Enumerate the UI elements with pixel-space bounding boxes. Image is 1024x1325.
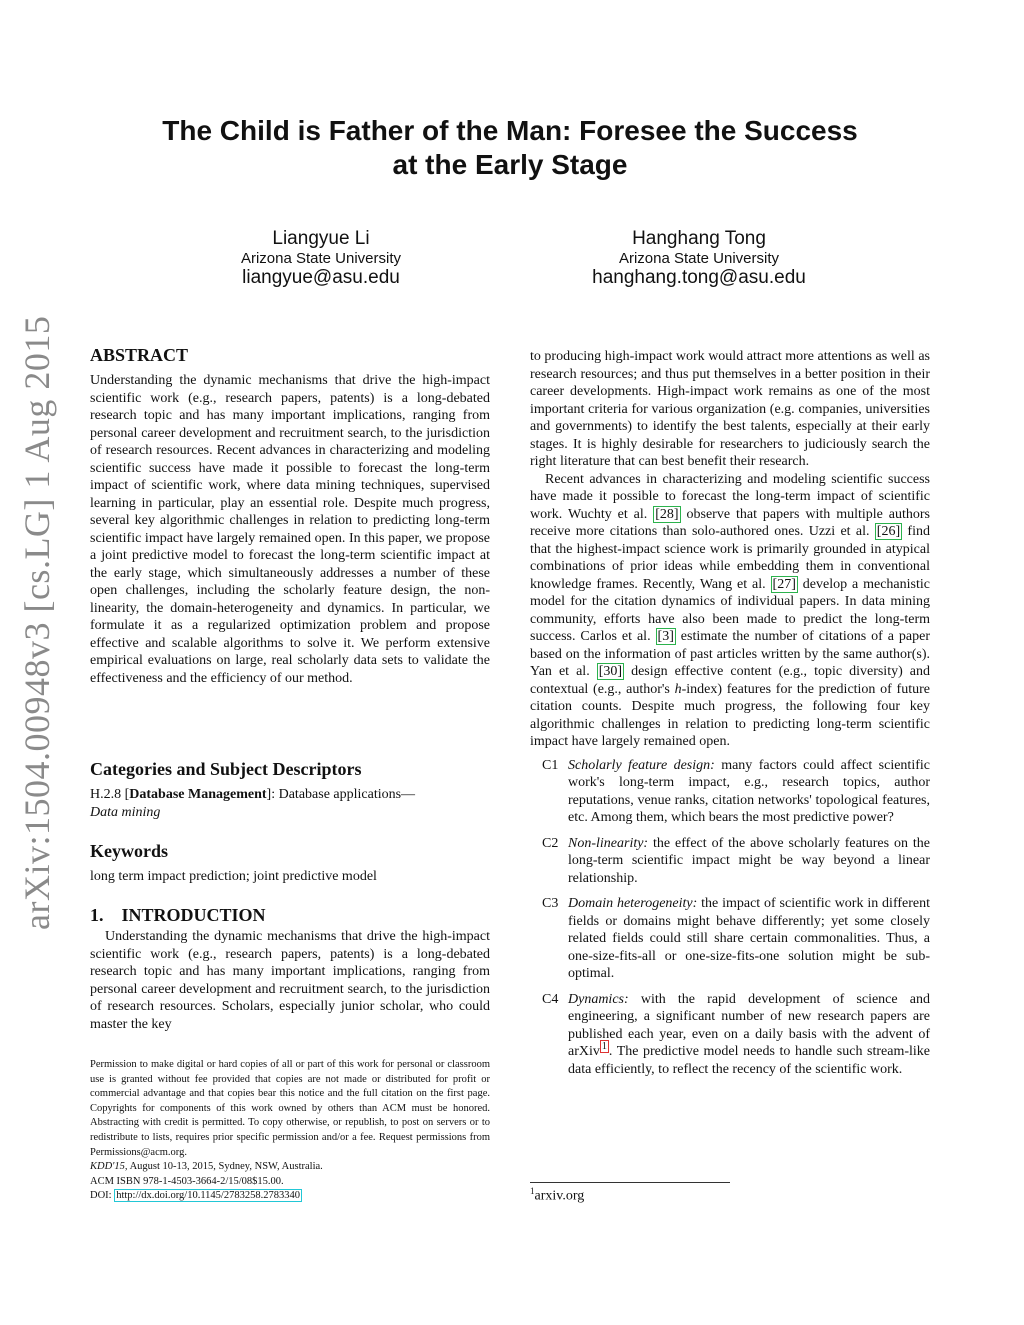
categories-section (90, 758, 490, 821)
text-run: develop a mechanistic model for the citation dynamics of individual papers. In data mining community, efforts have also been made to predict the long-term success. Carlos et al. (530, 576, 930, 644)
abstract-section (90, 344, 490, 687)
keywords-section (90, 840, 490, 886)
categories-text (90, 786, 490, 821)
introduction-heading: 1. INTRODUCTION (90, 905, 266, 925)
right-column (530, 348, 930, 1086)
right-paragraph-2 (530, 471, 930, 751)
h-index-italic: h (674, 681, 682, 697)
challenge-title: Non-linearity: (568, 835, 649, 851)
citation-link[interactable]: [26] (876, 524, 901, 539)
title-line-2: at the Early Stage (392, 149, 628, 180)
permission-text: Permission to make digital or hard copies of all or part of this work for personal or classroom use is granted without fee provided that copies are not made or distributed for profit or commercial advantage and that copies bear this notice and the full citation on the first page. Copyrights for components of this work owned by others than ACM must be honored. Abstracting with credit is permitted. To copy otherwise, or republish, to post on servers or to redistribute to lists, requires prior specific permission and/or a fee. Request permissions from Permissions@acm.org. (90, 1059, 490, 1158)
author-affiliation: Arizona State University (240, 250, 402, 267)
author-name: Hanghang Tong (632, 228, 766, 249)
text-run: observe that papers with multiple authors receive more citations than solo-authored ones. Uzzi et al. (530, 506, 931, 539)
challenge-item (530, 835, 930, 888)
arxiv-identifier-stamp: arXiv:1504.00948v3 [cs.LG] 1 Aug 2015 (17, 315, 57, 930)
footnote-mark: 1 (530, 1186, 535, 1196)
author-affiliation: Arizona State University (618, 250, 780, 267)
challenge-item (530, 757, 930, 827)
challenge-title: Domain heterogeneity: (568, 896, 698, 911)
challenge-list (530, 757, 930, 1079)
category-bold: Database Management (129, 787, 267, 802)
text-run: find that the highest-impact science work is primarily grounded in atypical combinations of prior ideas while embedding them in conventional knowledge frames. Recently, Wang et al. (530, 524, 930, 592)
category-rest: ]: Database applications— (266, 787, 416, 802)
abstract-text: Understanding the dynamic mechanisms that drive the high-impact scientific work (e.g., research papers, patents) is a long-debated research topic and has many important implications, ranging from personal career development and recruitment search, to the jurisdiction of research resources. Recent advances in characterizing and modeling scientific success have made it possible to forecast the long-term impact of scientific work, where data mining techniques, supervised learning in particular, play an essential role. Despite much progress, several key algorithmic challenges in relation to predicting long-term scientific impact have largely remained open. In this paper, we propose a joint predictive model to forecast the long-term scientific impact at the early stage, which simultaneously addresses a number of these open challenges, including the scholarly feature design, the non-linearity, the domain-heterogeneity and dynamics. In particular, we formulate it as a regularized optimization problem and propose effective and scalable algorithms to solve it. We perform extensive empirical evaluations on large, real scholarly data sets to validate the effectiveness and the efficiency of our method. (90, 373, 490, 686)
right-paragraph-1: to producing high-impact work would attract more attentions as well as research resources; and thus put themselves in a better position in their career developments. High-impact work remains as one of the most important criteria for various organization (e.g. companies, universities and governments) to identify the best talents, especially at their early stages. It is highly desirable for researchers to judiciously search the right literature that can best benefit their research. (530, 349, 930, 469)
title-line-1: The Child is Father of the Man: Foresee the Success (162, 115, 858, 146)
challenge-item (530, 991, 930, 1079)
doi-link[interactable]: http://dx.doi.org/10.1145/2783258.2783340 (116, 1190, 300, 1202)
footnote (530, 1186, 584, 1205)
challenge-text: . The predictive model needs to handle such stream-like data efficiently, to reflect the recency of the scientific work. (568, 1044, 930, 1077)
citation-link[interactable]: [3] (657, 629, 674, 644)
challenge-title: Dynamics: (568, 991, 629, 1007)
abstract-heading: ABSTRACT (90, 345, 189, 365)
conference-line (90, 1160, 490, 1175)
keywords-heading: Keywords (90, 841, 168, 861)
citation-link[interactable]: [27] (772, 576, 796, 592)
footnote-text: arxiv.org (534, 1188, 585, 1204)
challenge-text: with the rapid development of science and engineering, a significant number of new research papers are published each year, even on a daily basis with the advent of arXiv (568, 991, 930, 1059)
challenge-text: many factors could affect scientific work's long-term impact, e.g., research topics, author reputations, venue ranks, citation networks' topological features, etc. Among them, which bears the most predictive power? (568, 757, 930, 825)
paper-title (80, 114, 940, 182)
introduction-paragraph: Understanding the dynamic mechanisms that drive the high-impact scientific work (e.g., research papers, patents) is a long-debated research topic and has many important implications, ranging from personal career development and recruitment search, to the jurisdiction of research resources. Scholars, especially junior scholar, who could master the key (90, 929, 490, 1032)
text-run: Recent advances in characterizing and modeling scientific success have made it possible to forecast the long-term impact of scientific work. Wuchty et al. (530, 471, 930, 522)
footnote-reference[interactable]: 1 (601, 1041, 607, 1053)
citation-link[interactable]: [30] (598, 664, 623, 679)
permission-notice (90, 1058, 490, 1204)
text-run: -index) features for the prediction of future citation counts. Despite much progress, the following four key algorithmic challenges in relation to predicting long-term scientific impact have largely remained open. (530, 681, 930, 749)
conference-details: August 10-13, 2015, Sydney, NSW, Australia. (127, 1161, 323, 1173)
doi-line (90, 1189, 490, 1204)
categories-heading: Categories and Subject Descriptors (90, 759, 362, 779)
isbn-line: ACM ISBN 978-1-4503-3664-2/15/08$15.00. (90, 1175, 284, 1187)
challenge-label: C3 (542, 896, 559, 911)
challenge-text: the effect of the above scholarly features on the long-term scientific impact might be way beyond a linear relationship. (568, 835, 930, 886)
challenge-item (530, 895, 930, 983)
author-email: hanghang.tong@asu.edu (592, 267, 806, 288)
citation-link[interactable]: [28] (655, 506, 679, 522)
author-email: liangyue@asu.edu (242, 267, 400, 288)
author-block-1 (151, 228, 491, 289)
challenge-label: C2 (542, 835, 559, 851)
author-name: Liangyue Li (272, 228, 370, 249)
text-run: design effective content (e.g., topic diversity) and contextual (e.g., author's (530, 664, 930, 697)
introduction-section (90, 904, 490, 1033)
challenge-label: C1 (542, 757, 559, 773)
doi-label: DOI: (90, 1190, 115, 1202)
challenge-title: Scholarly feature design: (568, 757, 715, 773)
author-block-2 (529, 228, 869, 289)
conference-name: KDD'15, (90, 1161, 128, 1173)
text-run: estimate the number of citations of a paper based on the information of past articles written by the same author(s). Yan et al. (530, 629, 930, 679)
category-italic: Data mining (90, 804, 161, 820)
challenge-label: C4 (542, 991, 559, 1007)
category-code: H.2.8 [ (90, 787, 130, 802)
challenge-text: the impact of scientific work in different fields or domains might behave differently; yet some closely related fields could still share certain commonalities. Thus, a one-size-fits-all or one-size-fits-one solution might be sub-optimal. (568, 896, 930, 981)
footnote-divider (530, 1182, 730, 1183)
keywords-text: long term impact prediction; joint predictive model (90, 869, 377, 884)
